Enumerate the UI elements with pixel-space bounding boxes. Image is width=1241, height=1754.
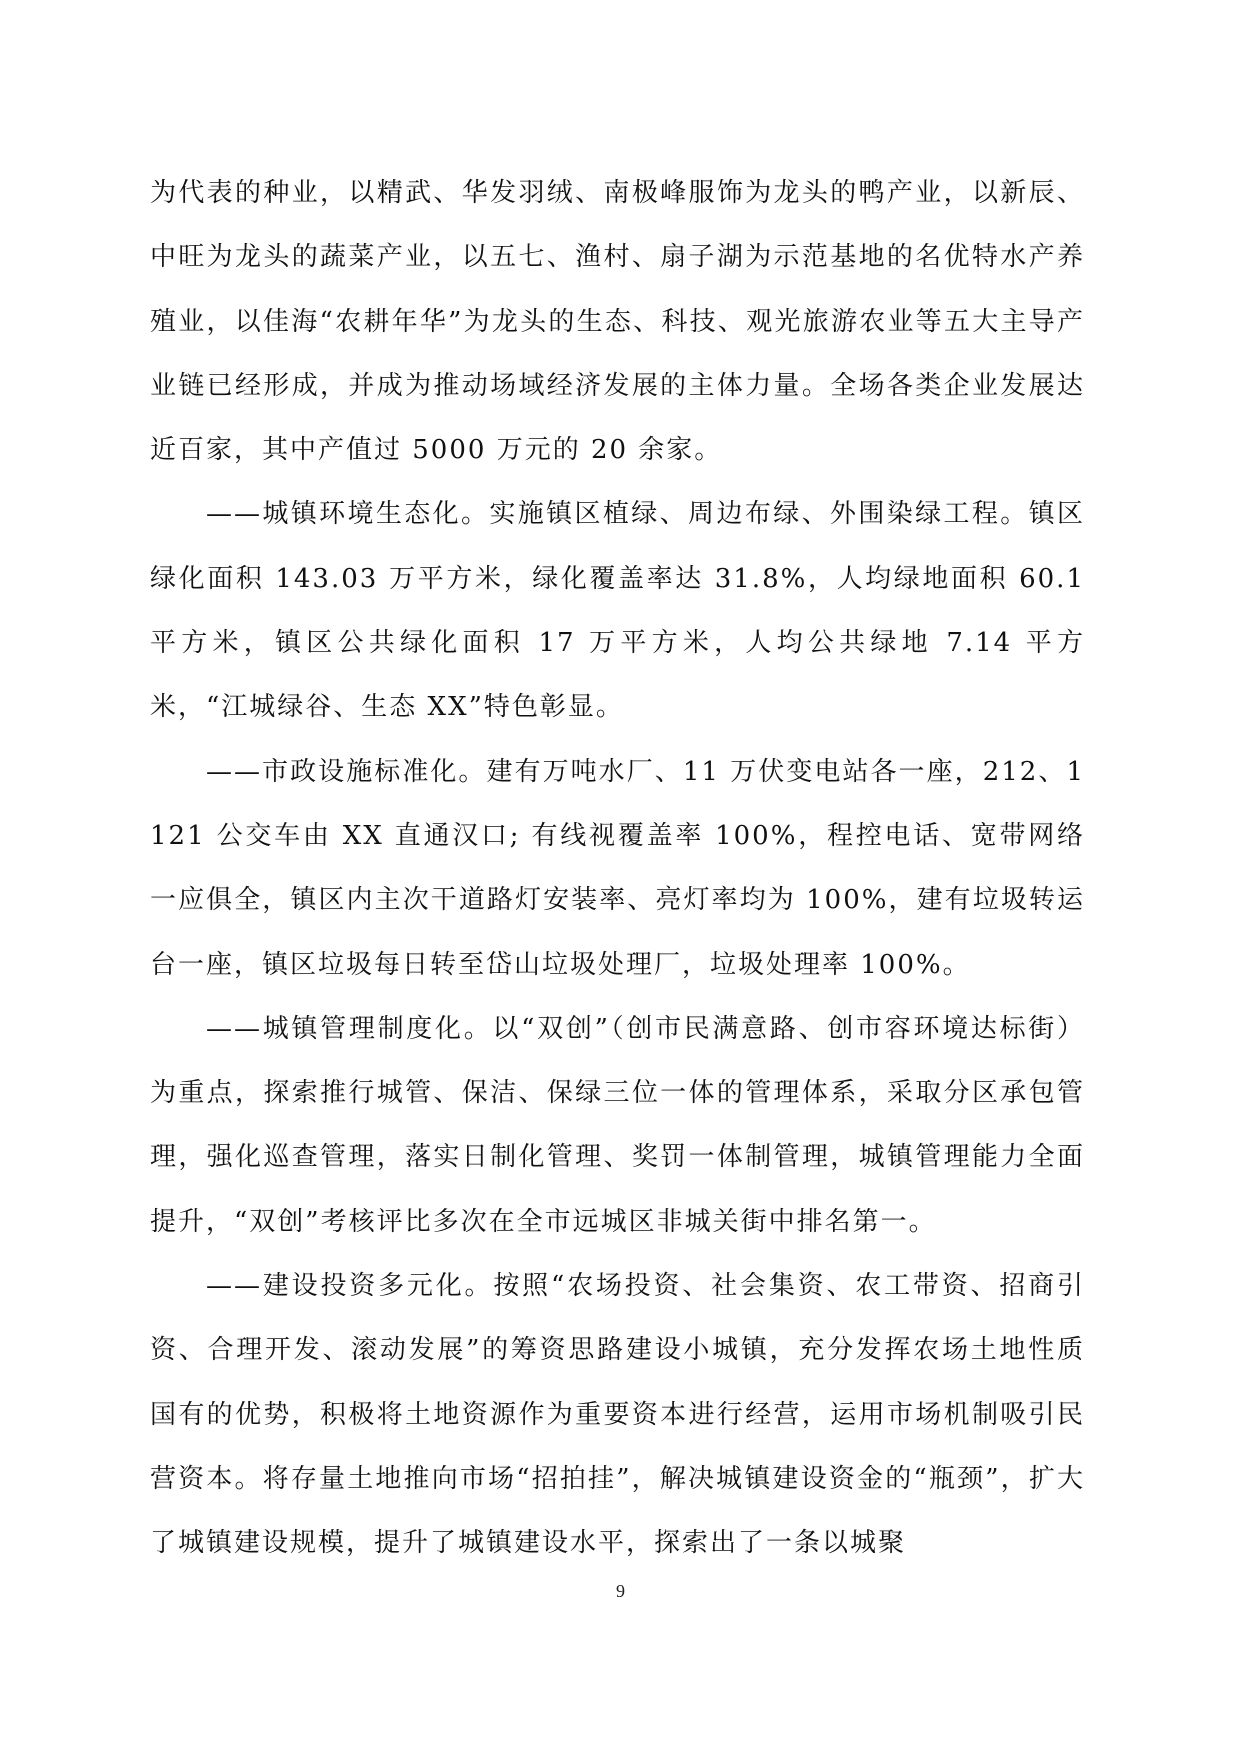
paragraph-urban-management: ——城镇管理制度化。以“双创”（创市民满意路、创市容环境达标街）为重点，探索推行城管、保洁、保绿三位一体的管理体系，采取分区承包管理，强化巡查管理，落实日制化管理、奖罚一体制管理，城镇管理能力全面提升，“双创”考核评比多次在全市远城区非城关街中排名第一。 <box>150 1013 1085 1237</box>
body-text <box>150 161 1085 1576</box>
paragraph-investment: ——建设投资多元化。按照“农场投资、社会集资、农工带资、招商引资、合理开发、滚动发展”的筹资思路建设小城镇，充分发挥农场土地性质国有的优势，积极将土地资源作为重要资本进行经营，运用市场机制吸引民营资本。将存量土地推向市场“招拍挂”，解决城镇建设资金的“瓶颈”，扩大了城镇建设规模，提升了城镇建设水平，探索出了一条以城聚 <box>150 1271 1085 1559</box>
paragraph-municipal-facilities: ——市政设施标准化。建有万吨水厂、11 万伏变电站各一座，212、1121 公交车由 XX 直通汉口; 有线视覆盖率 100%，程控电话、宽带网络一应俱全，镇区内主次干道路灯安装率、亮灯率均为 100%，建有垃圾转运台一座，镇区垃圾每日转至岱山垃圾处理厂，垃圾处理率 100%。 <box>150 756 1085 980</box>
page-number: 9 <box>616 1581 625 1601</box>
paragraph-urban-environment: ——城镇环境生态化。实施镇区植绿、周边布绿、外围染绿工程。镇区绿化面积 143.03 万平方米，绿化覆盖率达 31.8%，人均绿地面积 60.1 平方米，镇区公共绿化面积 17 万平方米，人均公共绿地 7.14 平方米，“江城绿谷、生态 XX”特色彰显。 <box>150 499 1085 723</box>
paragraph-continuation: 为代表的种业，以精武、华发羽绒、南极峰服饰为龙头的鸭产业，以新辰、中旺为龙头的蔬菜产业，以五七、渔村、扇子湖为示范基地的名优特水产养殖业，以佳海“农耕年华”为龙头的生态、科技、观光旅游农业等五大主导产业链已经形成，并成为推动场域经济发展的主体力量。全场各类企业发展达近百家，其中产值过 5000 万元的 20 余家。 <box>150 178 1085 466</box>
